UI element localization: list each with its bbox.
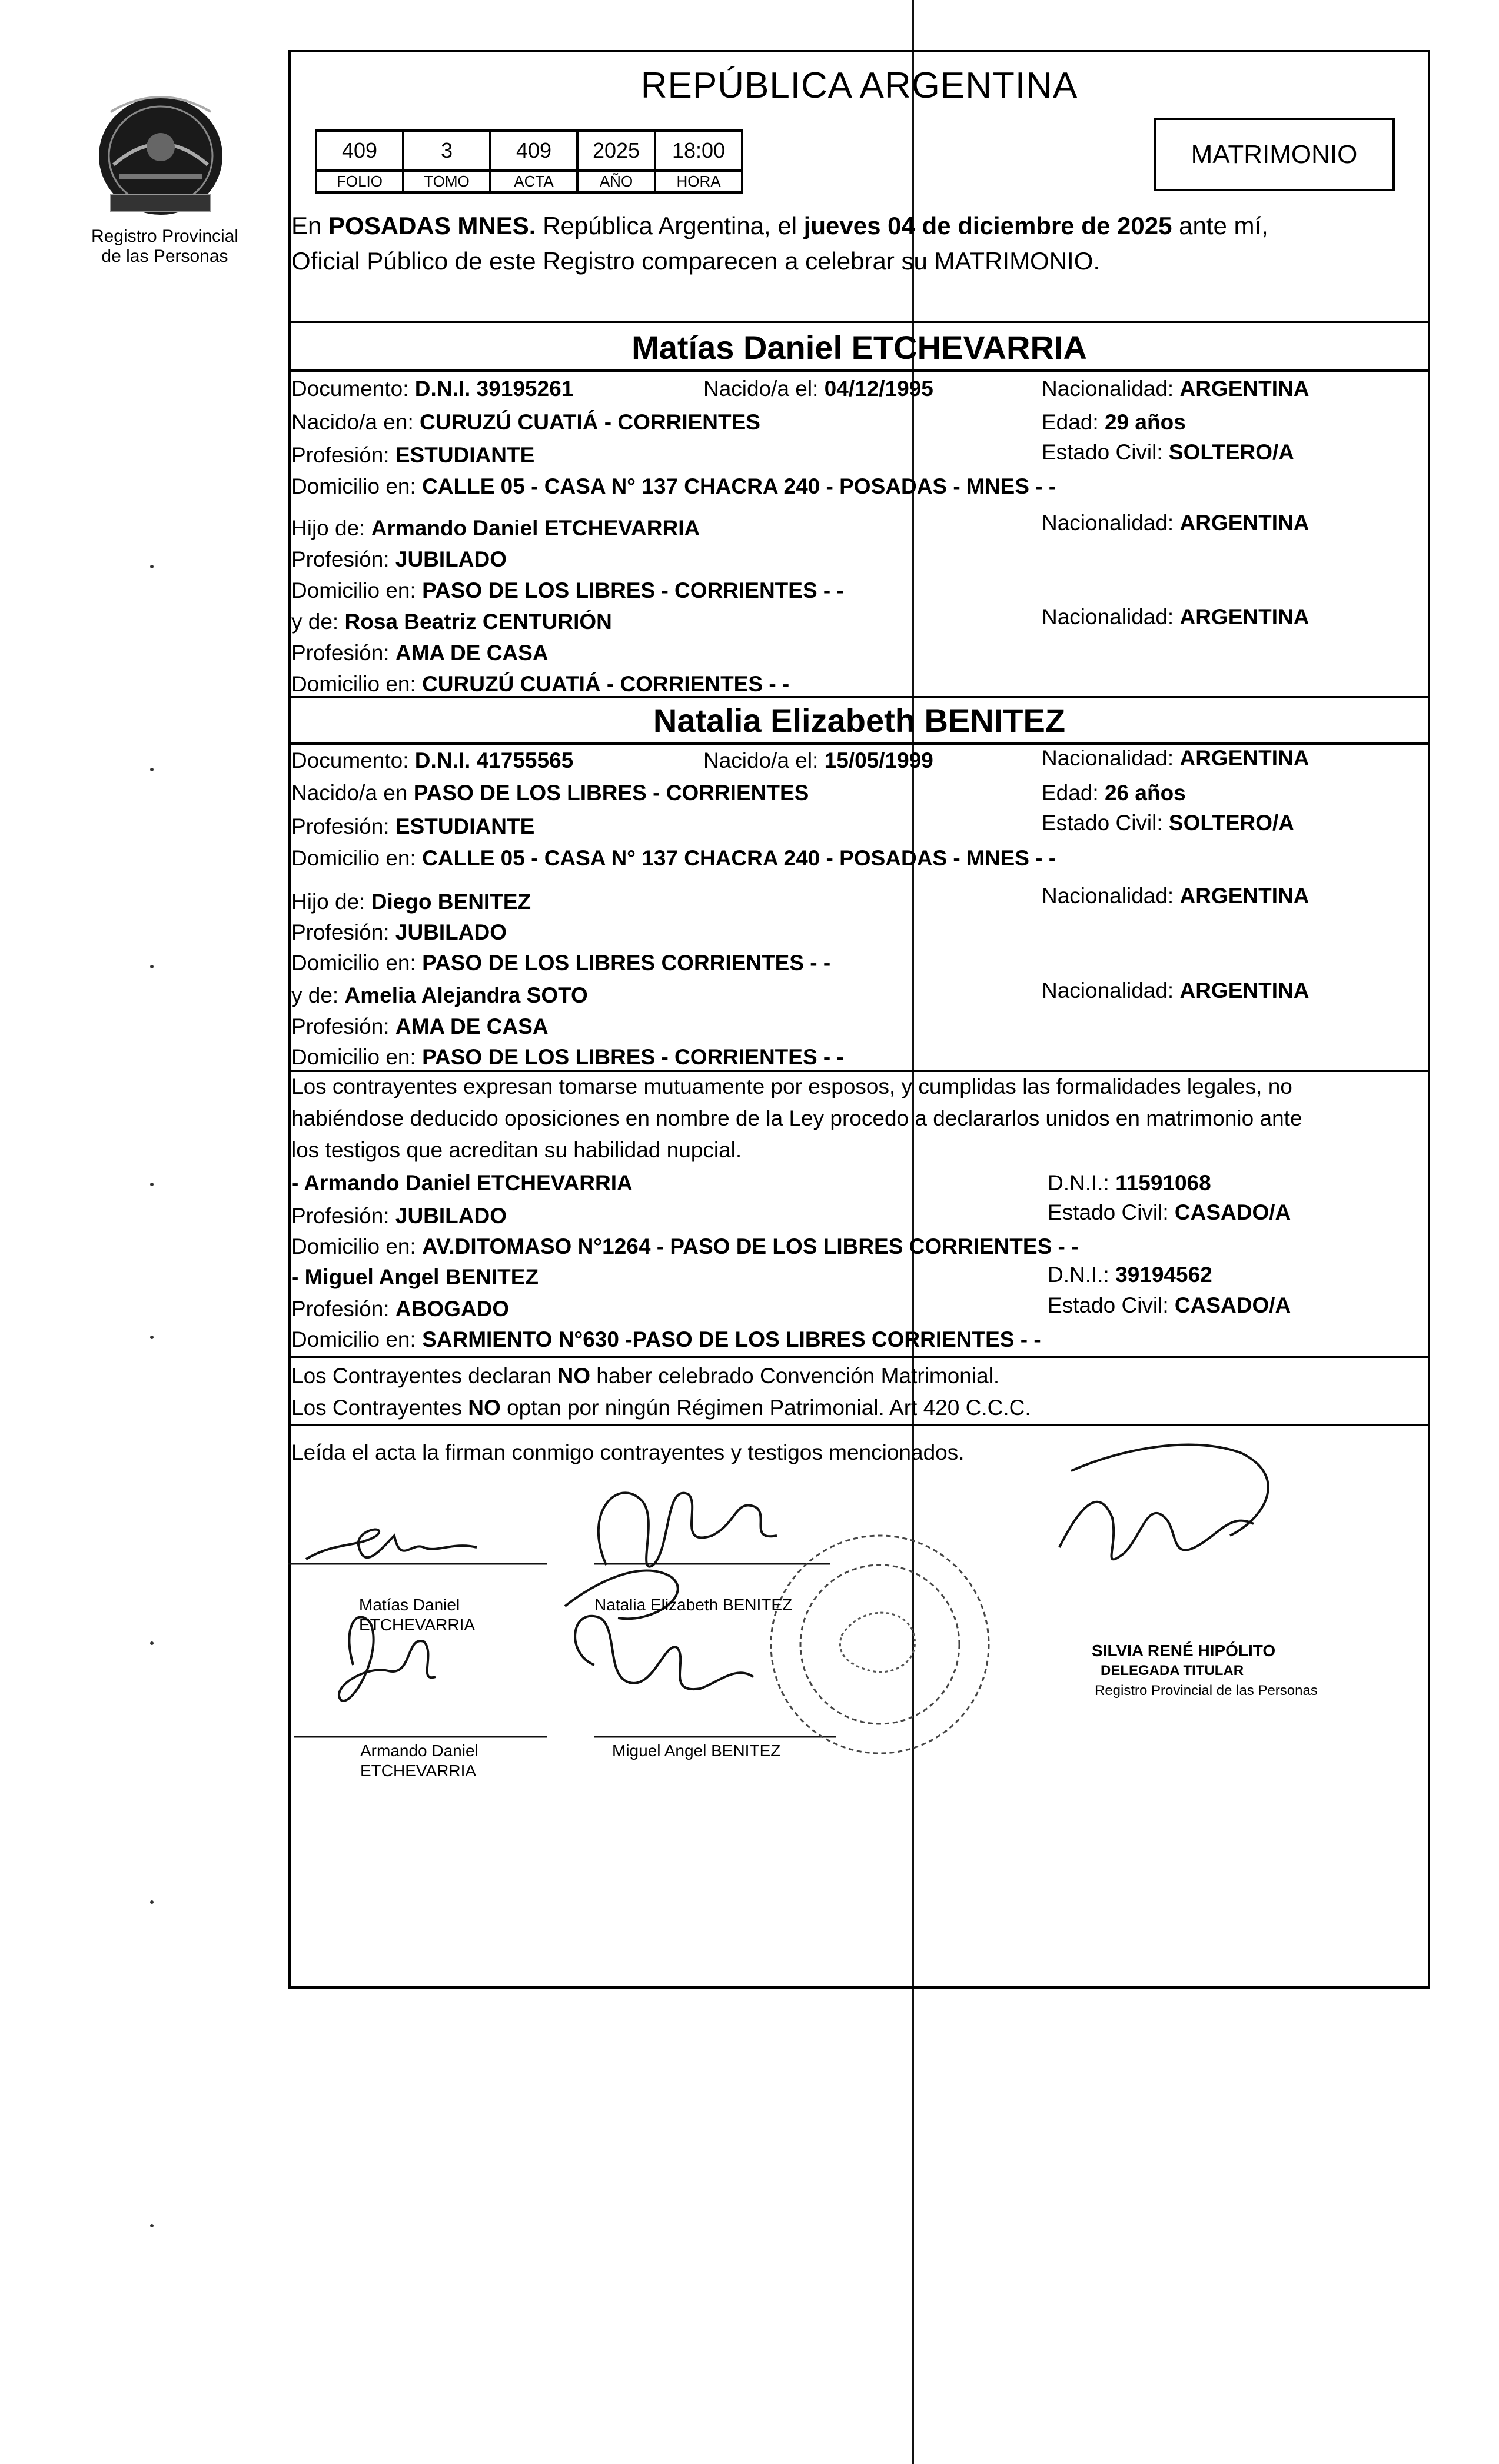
- acta-label: ACTA: [490, 171, 577, 192]
- label: Nacionalidad:: [1042, 511, 1180, 535]
- value: CASADO/A: [1174, 1200, 1291, 1224]
- witness-1-civil: [1048, 1200, 1291, 1225]
- value: AMA DE CASA: [395, 641, 549, 665]
- bride-father-nationality: [1042, 884, 1309, 908]
- divider: [288, 369, 1430, 372]
- value: CURUZÚ CUATIÁ - CORRIENTES - -: [422, 672, 790, 696]
- witness-2-profession: [291, 1297, 509, 1321]
- official-office: Registro Provincial de las Personas: [1095, 1683, 1318, 1699]
- value: CALLE 05 - CASA N° 137 CHACRA 240 - POSADAS - MNES - -: [422, 474, 1056, 498]
- groom-mother: [291, 610, 612, 634]
- intro-text-c: ante mí,: [1172, 212, 1268, 239]
- groom-mother-address: [291, 672, 789, 697]
- value: Armando Daniel ETCHEVARRIA: [371, 516, 700, 540]
- witness-2-address: [291, 1327, 1041, 1352]
- value: JUBILADO: [395, 920, 507, 944]
- value: SOLTERO/A: [1168, 811, 1295, 835]
- label: Estado Civil:: [1042, 440, 1169, 464]
- witness-1-address: [291, 1234, 1078, 1259]
- intro-text-b: República Argentina, el: [536, 212, 804, 239]
- divider: [288, 1424, 1430, 1426]
- value: 26 años: [1104, 781, 1186, 805]
- province-seal-logo: [87, 88, 234, 224]
- logo-caption-line2: de las Personas: [101, 247, 228, 266]
- emphasis: NO: [468, 1396, 501, 1420]
- divider: [288, 321, 1430, 323]
- country-title: REPÚBLICA ARGENTINA: [640, 65, 1078, 106]
- label: Documento:: [291, 748, 415, 773]
- bride-name: Natalia Elizabeth BENITEZ: [653, 702, 1066, 739]
- emphasis: NO: [557, 1364, 590, 1388]
- label: Nacionalidad:: [1042, 377, 1180, 401]
- folio-value: 409: [316, 131, 403, 171]
- bride-mother: [291, 983, 588, 1008]
- value: PASO DE LOS LIBRES CORRIENTES - -: [422, 951, 831, 975]
- hour-label: HORA: [655, 171, 742, 192]
- value: ARGENTINA: [1179, 511, 1309, 535]
- groom-father-profession: [291, 547, 507, 572]
- label: Nacido/a en: [291, 781, 414, 805]
- text: Los Contrayentes: [291, 1396, 468, 1420]
- groom-born-in: [291, 410, 760, 435]
- value: AMA DE CASA: [395, 1014, 549, 1038]
- label: Profesión:: [291, 814, 395, 838]
- margin-dot: [150, 1900, 154, 1904]
- groom-document: [291, 377, 573, 401]
- label: Hijo de:: [291, 516, 371, 540]
- value: PASO DE LOS LIBRES - CORRIENTES: [413, 781, 809, 805]
- year-value: 2025: [577, 131, 655, 171]
- bride-civil-status: [1042, 811, 1294, 835]
- bride-father-profession: [291, 920, 507, 945]
- bride-document: [291, 748, 573, 773]
- value: 39194562: [1115, 1263, 1212, 1287]
- value: Amelia Alejandra SOTO: [344, 983, 588, 1007]
- groom-father-nationality: [1042, 511, 1309, 535]
- tomo-value: 3: [403, 131, 490, 171]
- bride-nationality: [1042, 746, 1309, 771]
- label: Profesión:: [291, 547, 395, 571]
- value: ESTUDIANTE: [395, 814, 535, 838]
- groom-address: [291, 474, 1056, 499]
- value: SOLTERO/A: [1168, 440, 1295, 464]
- label: Domicilio en:: [291, 578, 423, 602]
- sig-groom-name-2: ETCHEVARRIA: [359, 1616, 476, 1634]
- margin-dot: [150, 565, 154, 568]
- label: Profesión:: [291, 920, 395, 944]
- value: ARGENTINA: [1179, 746, 1309, 770]
- value: ARGENTINA: [1179, 377, 1309, 401]
- label: Profesión:: [291, 1014, 395, 1038]
- margin-dot: [150, 768, 154, 771]
- groom-father: [291, 516, 700, 541]
- groom-mother-profession: [291, 641, 549, 665]
- label: Nacionalidad:: [1042, 978, 1180, 1003]
- witness-1-name: - Armando Daniel ETCHEVARRIA: [291, 1171, 633, 1195]
- value: CASADO/A: [1174, 1293, 1291, 1317]
- intro-text-a: En: [291, 212, 329, 239]
- divider: [288, 1356, 1430, 1358]
- regime-line-1: [291, 1364, 999, 1389]
- groom-civil-status: [1042, 440, 1294, 465]
- witness-2-civil: [1048, 1293, 1291, 1318]
- witness-1-profession: [291, 1204, 507, 1228]
- label: Domicilio en:: [291, 1327, 423, 1351]
- sig-witness1-name-1: Armando Daniel: [360, 1742, 478, 1760]
- groom-nationality: [1042, 377, 1309, 401]
- value: 11591068: [1115, 1171, 1211, 1195]
- text: optan por ningún Régimen Patrimonial. Art 420 C.C.C.: [500, 1396, 1031, 1420]
- year-label: AÑO: [577, 171, 655, 192]
- intro-date: jueves 04 de diciembre de 2025: [803, 212, 1172, 239]
- bride-mother-profession: [291, 1014, 549, 1039]
- closing-statement: Leída el acta la firman conmigo contrayentes y testigos mencionados.: [291, 1440, 965, 1464]
- divider: [288, 696, 1430, 698]
- value: CALLE 05 - CASA N° 137 CHACRA 240 - POSADAS - MNES - -: [422, 846, 1056, 870]
- label: Nacido/a el:: [703, 377, 825, 401]
- label: D.N.I.:: [1048, 1171, 1116, 1195]
- label: Domicilio en:: [291, 672, 423, 696]
- label: Nacido/a en:: [291, 410, 420, 434]
- label: Nacionalidad:: [1042, 746, 1180, 770]
- value: Rosa Beatriz CENTURIÓN: [344, 610, 612, 634]
- label: Nacionalidad:: [1042, 884, 1180, 908]
- margin-dot: [150, 1641, 154, 1645]
- label: Domicilio en:: [291, 474, 423, 498]
- value: ESTUDIANTE: [395, 443, 535, 467]
- value: JUBILADO: [395, 1204, 507, 1228]
- sig-groom-name-1: Matías Daniel: [359, 1596, 460, 1614]
- label: Domicilio en:: [291, 1045, 423, 1069]
- witness-1-dni: [1048, 1171, 1211, 1196]
- label: Domicilio en:: [291, 951, 423, 975]
- value: D.N.I. 39195261: [414, 377, 574, 401]
- intro-line-2: Oficial Público de este Registro comparecen a celebrar su MATRIMONIO.: [291, 247, 1101, 275]
- logo-caption: [77, 227, 253, 267]
- value: ARGENTINA: [1179, 605, 1309, 629]
- value: D.N.I. 41755565: [414, 748, 574, 773]
- label: Estado Civil:: [1048, 1293, 1175, 1317]
- value: PASO DE LOS LIBRES - CORRIENTES - -: [422, 578, 844, 602]
- label: Hijo de:: [291, 890, 371, 914]
- label: Estado Civil:: [1042, 811, 1169, 835]
- declaration-line-3: los testigos que acreditan su habilidad nupcial.: [291, 1138, 742, 1162]
- groom-mother-nationality: [1042, 605, 1309, 630]
- label: Profesión:: [291, 641, 395, 665]
- intro-line-1: [291, 212, 1268, 240]
- label: Edad:: [1042, 781, 1105, 805]
- bride-father-address: [291, 951, 830, 975]
- text: haber celebrado Convención Matrimonial.: [590, 1364, 1000, 1388]
- bride-mother-address: [291, 1045, 844, 1070]
- groom-age: [1042, 410, 1186, 435]
- bride-born-on: [703, 748, 933, 773]
- groom-born-on: [703, 377, 933, 401]
- value: SARMIENTO N°630 -PASO DE LOS LIBRES CORRIENTES - -: [422, 1327, 1041, 1351]
- folio-label: FOLIO: [316, 171, 403, 192]
- bride-mother-nationality: [1042, 978, 1309, 1003]
- label: Estado Civil:: [1048, 1200, 1175, 1224]
- label: y de:: [291, 983, 345, 1007]
- sig-bride-name: Natalia Elizabeth BENITEZ: [594, 1596, 793, 1614]
- sig-witness2-name: Miguel Angel BENITEZ: [612, 1742, 781, 1760]
- tomo-label: TOMO: [403, 171, 490, 192]
- witness-2-name: - Miguel Angel BENITEZ: [291, 1265, 539, 1289]
- value: PASO DE LOS LIBRES - CORRIENTES - -: [422, 1045, 844, 1069]
- label: Nacido/a el:: [703, 748, 825, 773]
- value: AV.DITOMASO N°1264 - PASO DE LOS LIBRES CORRIENTES - -: [422, 1234, 1079, 1258]
- value: JUBILADO: [395, 547, 507, 571]
- regime-line-2: [291, 1396, 1031, 1420]
- value: ARGENTINA: [1179, 884, 1309, 908]
- hour-value: 18:00: [655, 131, 742, 171]
- label: Edad:: [1042, 410, 1105, 434]
- intro-place: POSADAS MNES.: [328, 212, 536, 239]
- act-type-box: MATRIMONIO: [1154, 118, 1395, 191]
- value: ARGENTINA: [1179, 978, 1309, 1003]
- official-title: DELEGADA TITULAR: [1101, 1663, 1244, 1679]
- value: 04/12/1995: [824, 377, 933, 401]
- groom-father-address: [291, 578, 844, 603]
- bride-profession: [291, 814, 534, 839]
- value: ABOGADO: [395, 1297, 510, 1321]
- witness-2-dni: [1048, 1263, 1212, 1287]
- label: Profesión:: [291, 1297, 395, 1321]
- margin-dot: [150, 965, 154, 968]
- label: Domicilio en:: [291, 1234, 423, 1258]
- acta-value: 409: [490, 131, 577, 171]
- declaration-line-2: habiéndose deducido oposiciones en nombre de la Ley procedo a declararlos unidos en matrimonio ante: [291, 1106, 1302, 1130]
- label: D.N.I.:: [1048, 1263, 1116, 1287]
- margin-dot: [150, 1336, 154, 1339]
- record-boxes: [315, 129, 743, 194]
- declaration-line-1: Los contrayentes expresan tomarse mutuamente por esposos, y cumplidas las formalidades legales, no: [291, 1074, 1292, 1098]
- official-name: SILVIA RENÉ HIPÓLITO: [1092, 1641, 1276, 1660]
- groom-name: Matías Daniel ETCHEVARRIA: [631, 329, 1087, 366]
- bride-address: [291, 846, 1056, 871]
- bride-born-in: [291, 781, 809, 805]
- bride-age: [1042, 781, 1186, 805]
- label: Documento:: [291, 377, 415, 401]
- logo-caption-line1: Registro Provincial: [91, 227, 239, 246]
- margin-dot: [150, 1183, 154, 1186]
- sig-witness1-name-2: ETCHEVARRIA: [360, 1762, 477, 1780]
- divider: [288, 742, 1430, 745]
- margin-dot: [150, 2224, 154, 2227]
- label: Profesión:: [291, 1204, 395, 1228]
- label: Nacionalidad:: [1042, 605, 1180, 629]
- label: Profesión:: [291, 443, 395, 467]
- value: 15/05/1999: [824, 748, 933, 773]
- label: y de:: [291, 610, 345, 634]
- divider: [288, 1070, 1430, 1072]
- label: Domicilio en:: [291, 846, 423, 870]
- value: CURUZÚ CUATIÁ - CORRIENTES: [420, 410, 760, 434]
- text: Los Contrayentes declaran: [291, 1364, 558, 1388]
- value: Diego BENITEZ: [371, 890, 531, 914]
- groom-profession: [291, 443, 534, 468]
- bride-father: [291, 890, 531, 914]
- value: 29 años: [1104, 410, 1186, 434]
